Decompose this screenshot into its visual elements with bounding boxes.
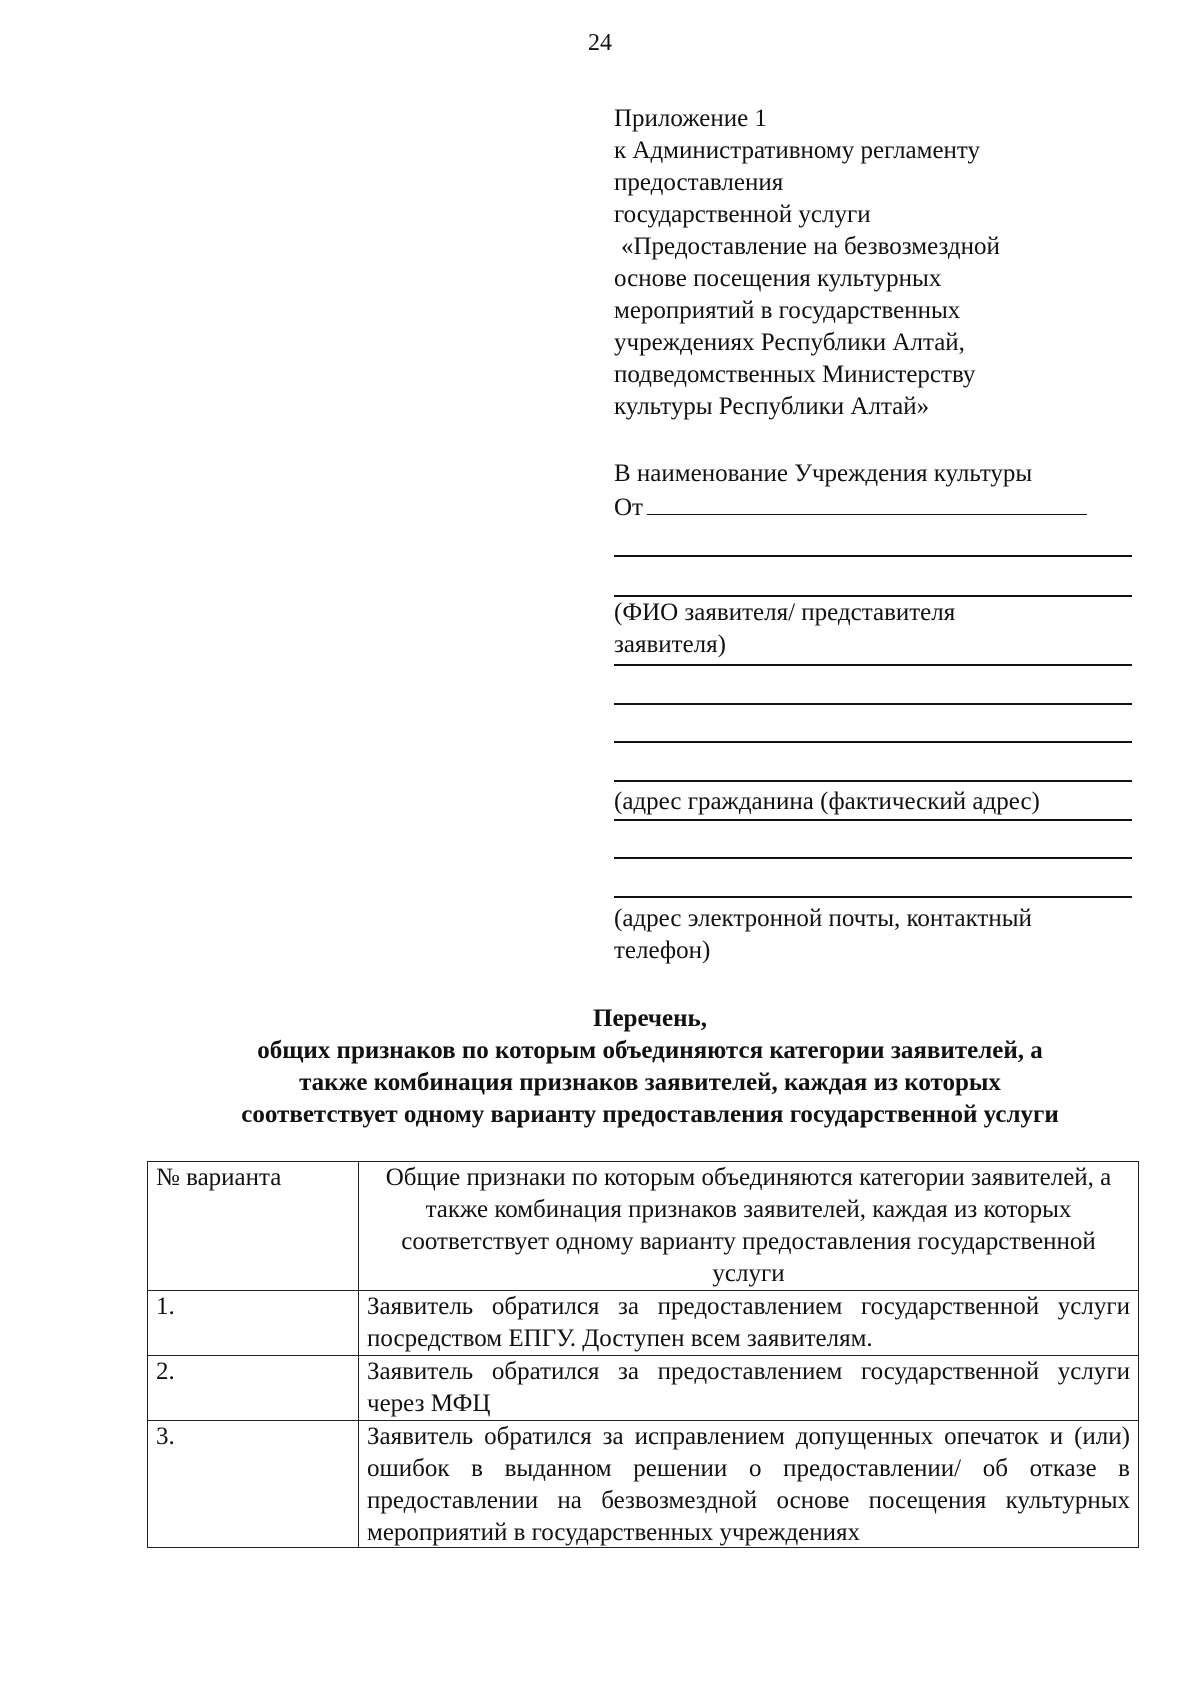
blank-line [614,703,1132,705]
page-number: 24 [588,30,612,56]
variant-number: 3. [148,1421,359,1548]
caption-line: (адрес электронной почты, контактный [614,905,1032,932]
blank-line [614,857,1132,859]
appendix-line: основе посещения культурных [614,265,942,292]
blank-line [614,780,1132,782]
appendix-line: Приложение 1 [614,105,767,132]
appendix-block [614,103,1134,423]
from-blank-field [647,492,1087,515]
variant-description-cell [359,1421,1139,1548]
blank-line [614,741,1132,743]
blank-line [614,819,1132,821]
appendix-line: культуры Республики Алтай» [614,393,930,420]
blank-line [614,664,1132,666]
table-row [148,1421,1139,1548]
variant-number: 1. [148,1291,359,1356]
appendix-line: предоставления [614,169,784,196]
table-header-row [148,1162,1139,1291]
appendix-line: подведомственных Министерству [614,361,976,388]
appendix-line: государственной услуги [614,201,871,228]
variants-table [147,1161,1139,1548]
appendix-line: учреждениях Республики Алтай, [614,329,965,356]
header-variant-number: № варианта [148,1162,359,1291]
heading-line: также комбинация признаков заявителей, каждая из которых [299,1069,1001,1096]
caption-line: заявителя) [614,631,726,658]
blank-line [614,896,1132,898]
variant-description: Заявитель обратился за предоставлением государственной услуги через МФЦ [359,1356,1139,1421]
caption-line: (ФИО заявителя/ представителя [614,599,956,626]
addressee-label: В наименование Учреждения культуры [614,460,1033,487]
heading-line: соответствует одному варианту предоставления государственной услуги [241,1101,1059,1128]
appendix-line: «Предоставление на безвозмездной [621,233,1000,260]
from-label: От [614,494,643,521]
blank-line [614,555,1132,557]
caption-line: (адрес гражданина (фактический адрес) [614,788,1040,815]
caption-line: телефон) [614,937,711,964]
header-description: Общие признаки по которым объединяются категории заявителей, а также комбинация признаков заявителей, каждая из которых соответствует одному варианту предоставления государственной услуги [359,1162,1139,1291]
variant-description: Заявитель обратился за исправлением допущенных опечаток и (или) ошибок в выданном решении о предоставлении/ об отказе в предоставлении на безвозмездной основе посещения культурных мероприятий в государственных учреждениях [367,1423,1130,1546]
variant-description: Заявитель обратился за предоставлением государственной услуги посредством ЕПГУ. Доступен всем заявителям. [359,1291,1139,1356]
appendix-line: к Административному регламенту [614,137,981,164]
from-line [614,492,1087,524]
appendix-line: мероприятий в государственных [614,297,961,324]
table-row [148,1356,1139,1421]
heading-title: Перечень, [593,1005,707,1032]
heading-line: общих признаков по которым объединяются категории заявителей, а [257,1037,1043,1064]
contact-caption [614,903,1134,967]
applicant-caption [614,597,1134,661]
table-row [148,1291,1139,1356]
document-heading [100,1003,1200,1131]
variant-number: 2. [148,1356,359,1421]
address-caption [614,786,1134,818]
